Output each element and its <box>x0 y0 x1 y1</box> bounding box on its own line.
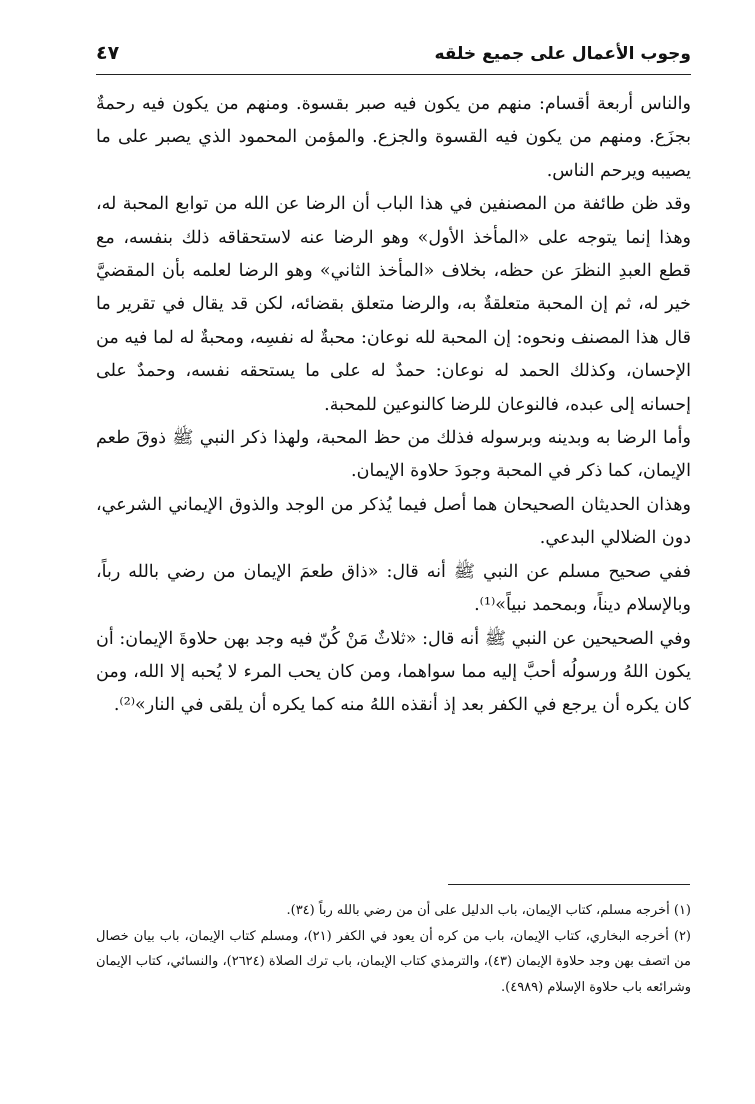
paragraph: وفي الصحيحين عن النبي ﷺ أنه قال: «ثلاثٌ مَنْ كُنّ فيه وجد بهن حلاوةَ الإيمان: أن يكون اللهُ ورسولُه أحبَّ إليه مما سواهما، ومن كان يحب المرء لا يُحبه إلا الله، ومن كان يكره أن يرجع في الكفر بعد إذ أنقذه اللهُ منه كما يكره أن يلقى في النار»⁽²⁾. <box>96 628 691 716</box>
page-header <box>96 38 691 75</box>
running-title: وجوب الأعمال على جميع خلقه <box>434 44 691 64</box>
footnotes <box>96 898 691 1000</box>
footnote: (١) أخرجه مسلم، كتاب الإيمان، باب الدليل على أن من رضي بالله رباً (٣٤). <box>286 903 691 918</box>
paragraph: ففي صحيح مسلم عن النبي ﷺ أنه قال: «ذاق طعمَ الإيمان من رضي بالله رباً، وبالإسلام ديناً، وبمحمد نبياً»⁽¹⁾. <box>96 561 691 616</box>
footnote-separator <box>448 884 690 885</box>
paragraph: وهذان الحديثان الصحيحان هما أصل فيما يُذكر من الوجد والذوق الإيماني الشرعي، دون الضلالي البدعي. <box>96 494 691 549</box>
main-text <box>96 88 691 723</box>
paragraph: وقد ظن طائفة من المصنفين في هذا الباب أن الرضا عن الله من توابع المحبة له، وهذا إنما يتوجه على «المأخذ الأول» وهو الرضا عنه لاستحقاقه ذلك بنفسه، مع قطع العبدِ النظرَ عن حظه، بخلاف «المأخذ الثاني» وهو الرضا لعلمه بأن المقضيَّ خير له، ثم إن المحبة متعلقةٌ به، والرضا متعلق بقضائه، لكن قد يقال في تقرير ما قال هذا المصنف ونحوه: إن المحبة لله نوعان: محبةٌ له نفسِه، ومحبةٌ له لما فيه من الإحسان، وكذلك الحمد له نوعان: حمدٌ له على ما يستحقه نفسه، وحمدٌ على إحسانه إلى عبده، فالنوعان للرضا كالنوعين للمحبة. <box>96 194 691 415</box>
footnote: (٢) أخرجه البخاري، كتاب الإيمان، باب من كره أن يعود في الكفر (٢١)، ومسلم كتاب الإيمان، باب بيان خصال من اتصف بهن وجد حلاوة الإيمان (٤٣)، والترمذي كتاب الإيمان، باب ترك الصلاة (٢٦٢٤)، والنسائي، كتاب الإيمان وشرائعه باب حلاوة الإسلام (٤٩٨٩). <box>96 928 691 995</box>
paragraph: والناس أربعة أقسام: منهم من يكون فيه صبر بقسوة. ومنهم من يكون فيه رحمةٌ بجزَع. ومنهم من يكون فيه القسوة والجزع. والمؤمن المحمود الذي يصبر على ما يصيبه ويرحم الناس. <box>96 94 691 181</box>
page-number: ٤٧ <box>96 42 120 64</box>
paragraph: وأما الرضا به وبدينه وبرسوله فذلك من حظ المحبة، ولهذا ذكر النبي ﷺ ذوقَ طعم الإيمان، كما ذكر في المحبة وجودَ حلاوة الإيمان. <box>96 428 691 482</box>
